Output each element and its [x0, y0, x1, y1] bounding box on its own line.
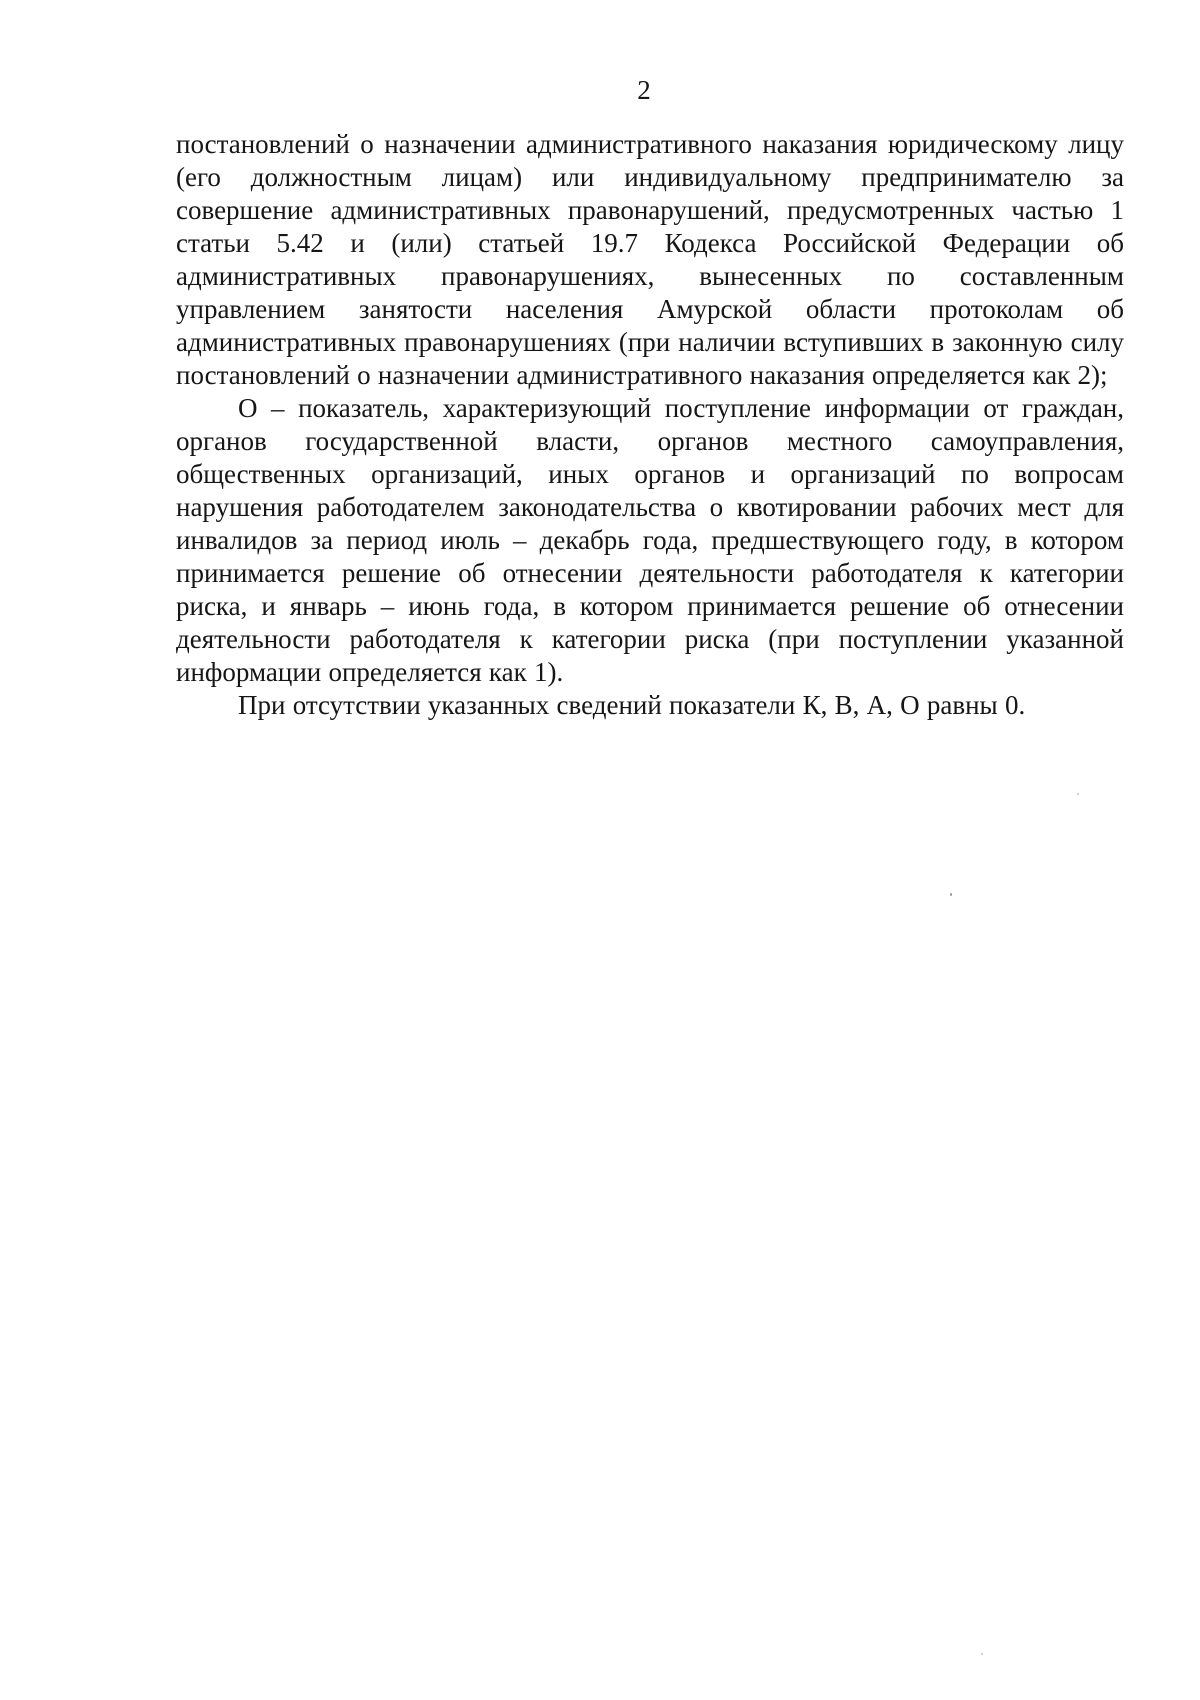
paragraph-indicator-o: О – показатель, характеризующий поступление информации от граждан, органов государственной власти, органов местного самоуправления, общественных организаций, иных органов и организаций по вопросам нарушения работодателем законодательства о квотировании рабочих мест для инвалидов за период июль – декабрь года, предшествующего году, в котором принимается решение об отнесении деятельности работодателя к категории риска, и январь – июнь года, в котором принимается решение об отнесении деятельности работодателя к категории риска (при поступлении указанной информации определяется как 1). — [176, 393, 1124, 687]
page-number: 2 — [637, 75, 651, 105]
paragraph-continuation: постановлений о назначении административного наказания юридическому лицу (его должностным лицам) или индивидуальному предпринимателю за совершение административных правонарушений, предусмотренных частью 1 статьи 5.42 и (или) статьей 19.7 Кодекса Российской Федерации об административных правонарушениях, вынесенных по составленным управлением занятости населения Амурской области протоколам об административных правонарушениях (при наличии вступивших в законную силу постановлений о назначении административного наказания определяется как 2); — [176, 129, 1124, 390]
document-body — [176, 128, 1124, 722]
paragraph-absence-note: При отсутствии указанных сведений показатели К, В, А, О равны 0. — [238, 690, 1026, 720]
scan-speck — [1077, 793, 1079, 795]
scan-speck — [950, 893, 952, 896]
scan-speck — [981, 1653, 983, 1655]
